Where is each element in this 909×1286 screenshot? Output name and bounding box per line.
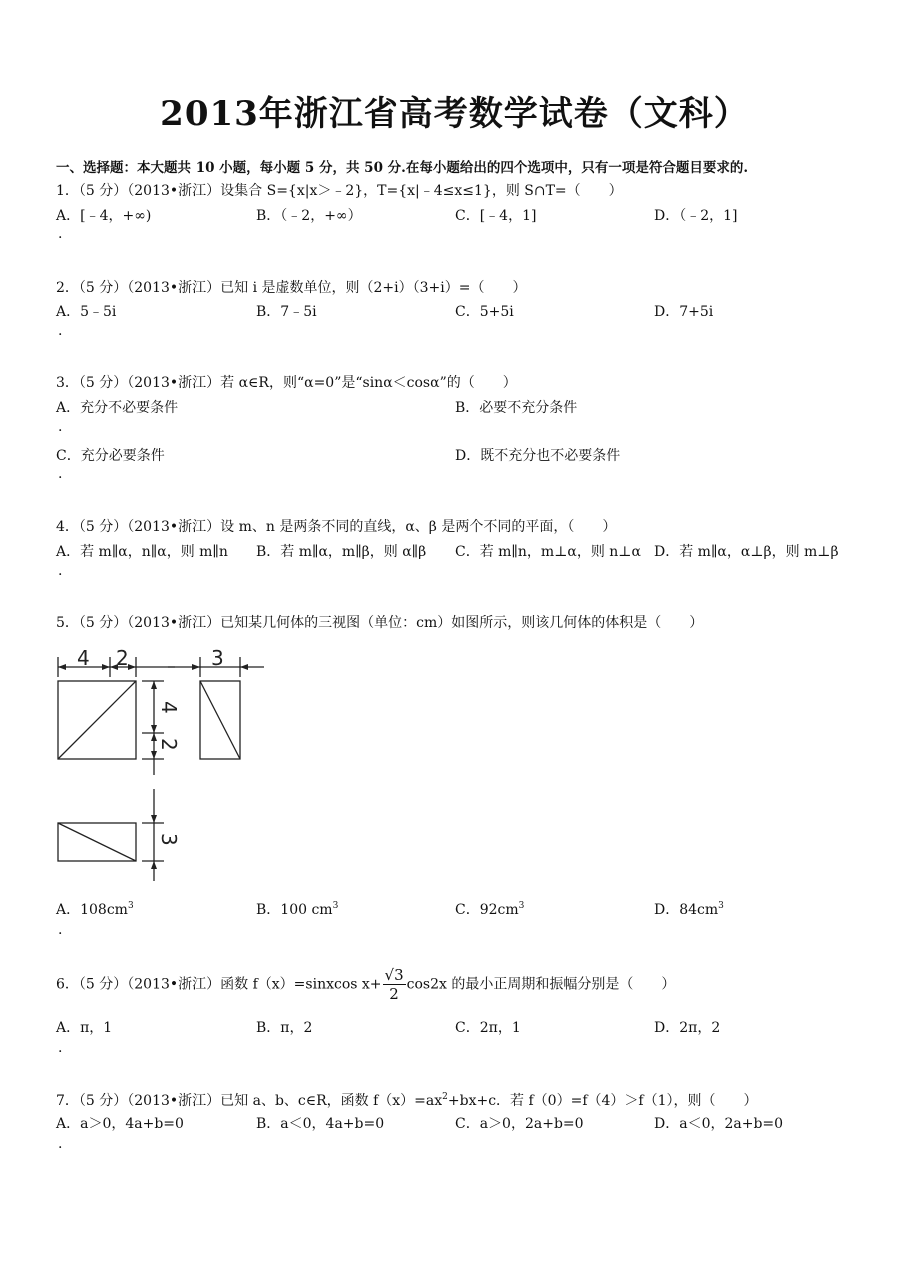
question-4-option-d: D．若 m∥α，α⊥β，则 m⊥β bbox=[654, 544, 839, 560]
question-1-option-b: B．（﹣2，+∞） bbox=[256, 208, 362, 224]
question-2-stem: 2．（5 分）（2013•浙江）已知 i 是虚数单位，则（2+i）（3+i）=（ ） bbox=[56, 280, 527, 296]
front-view-diagonal bbox=[58, 681, 136, 759]
question-1-dot: . bbox=[58, 226, 63, 242]
question-3-option-d: D．既不充分也不必要条件 bbox=[455, 448, 621, 464]
question-4-dot: . bbox=[58, 563, 63, 579]
side-view-diagonal bbox=[200, 681, 240, 759]
question-4-option-c: C．若 m∥n，m⊥α，则 n⊥α bbox=[455, 544, 641, 560]
question-1-stem: 1．（5 分）（2013•浙江）设集合 S={x|x＞﹣2}，T={x|﹣4≤x≤1}，则 S∩T=（ ） bbox=[56, 183, 623, 199]
question-4-stem: 4．（5 分）（2013•浙江）设 m、n 是两条不同的直线，α、β 是两个不同的平面，（ ） bbox=[56, 519, 617, 535]
question-6-stem: 6．（5 分）（2013•浙江）函数 f（x）=sinxcos x+ $\frac{√3}{2}$ cos2x 的最小正周期和振幅分别是（ ） bbox=[56, 966, 676, 1003]
question-4-option-a: A．若 m∥α，n∥α，则 m∥n bbox=[56, 544, 228, 560]
question-5-option-c: C．$92cm^3$ bbox=[455, 901, 525, 918]
question-5-option-a: A．$108cm^3$ bbox=[56, 901, 134, 918]
sqrt3-over-2-fraction: $\frac{√3}{2}$ bbox=[384, 966, 404, 1003]
question-2-option-d: D．7+5i bbox=[654, 304, 714, 320]
question-5-dot: . bbox=[58, 922, 63, 938]
question-2-option-b: B．7﹣5i bbox=[256, 304, 317, 320]
question-7-option-a: A．a＞0，4a+b=0 bbox=[56, 1116, 184, 1132]
dim-label-v4: 4 bbox=[157, 701, 181, 714]
question-6-option-b: B．π，2 bbox=[256, 1020, 313, 1036]
dim-label-2: 2 bbox=[116, 646, 129, 670]
page-title: 2013年浙江省高考数学试卷（文科） bbox=[160, 94, 749, 134]
question-1-option-a: A．[﹣4，+∞) bbox=[56, 208, 152, 224]
question-1-option-c: C．[﹣4，1] bbox=[455, 208, 537, 224]
question-3-dot-2: . bbox=[58, 466, 63, 482]
question-3-option-a: A．充分不必要条件 bbox=[56, 400, 179, 416]
question-3-dot-1: . bbox=[58, 419, 63, 435]
top-view-diagonal bbox=[58, 823, 136, 861]
question-6-option-a: A．π，1 bbox=[56, 1020, 113, 1036]
question-5-stem: 5．（5 分）（2013•浙江）已知某几何体的三视图（单位：cm）如图所示，则该几何体的体积是（ ） bbox=[56, 615, 704, 631]
question-6-option-c: C．2π，1 bbox=[455, 1020, 521, 1036]
question-1-option-d: D．（﹣2，1] bbox=[654, 208, 738, 224]
question-3-option-c: C．充分必要条件 bbox=[56, 448, 165, 464]
dim-label-3: 3 bbox=[211, 646, 224, 670]
question-7-option-d: D．a＜0，2a+b=0 bbox=[654, 1116, 784, 1132]
question-2-option-a: A．5﹣5i bbox=[56, 304, 117, 320]
question-7-dot: . bbox=[58, 1136, 63, 1152]
question-5-option-d: D．$84cm^3$ bbox=[654, 901, 724, 918]
question-6-option-d: D．2π，2 bbox=[654, 1020, 721, 1036]
dim-label-v2: 2 bbox=[157, 738, 181, 751]
question-2-option-c: C．5+5i bbox=[455, 304, 514, 320]
question-5-option-b: B．100 $cm^3$ bbox=[256, 901, 339, 918]
question-3-option-b: B．必要不充分条件 bbox=[455, 400, 578, 416]
question-7-stem: 7．（5 分）（2013•浙江）已知 a、b、c∈R，函数 $f(x)=ax^2+bx+c$．若 f（0）=f（4）＞f（1），则（ ） bbox=[56, 1092, 758, 1109]
question-2-dot: . bbox=[58, 323, 63, 339]
three-view-figure bbox=[50, 643, 280, 888]
dim-label-4: 4 bbox=[77, 646, 90, 670]
question-7-option-c: C．a＞0，2a+b=0 bbox=[455, 1116, 584, 1132]
dim-label-v3: 3 bbox=[157, 833, 181, 846]
question-6-dot: . bbox=[58, 1040, 63, 1056]
question-3-stem: 3．（5 分）（2013•浙江）若 α∈R，则“α=0”是“sinα＜cosα”的（ ） bbox=[56, 375, 517, 391]
question-7-option-b: B．a＜0，4a+b=0 bbox=[256, 1116, 385, 1132]
section-heading: 一、选择题：本大题共 10 小题，每小题 5 分，共 50 分.在每小题给出的四个选项中，只有一项是符合题目要求的. bbox=[56, 160, 749, 176]
question-4-option-b: B．若 m∥α，m∥β，则 α∥β bbox=[256, 544, 427, 560]
